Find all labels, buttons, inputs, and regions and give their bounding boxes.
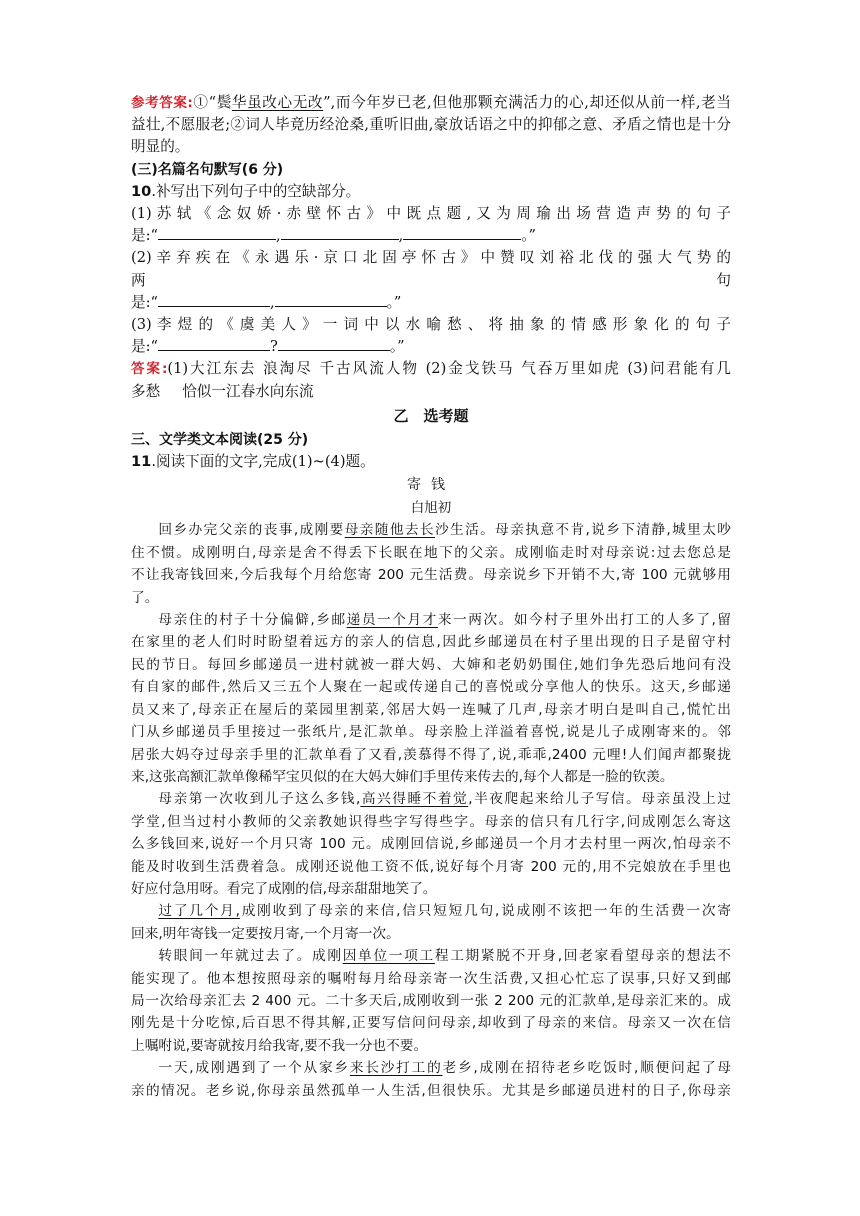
q10-item2-line2 xyxy=(131,292,731,314)
suffix: 。” xyxy=(521,227,537,245)
answer-label: 答案: xyxy=(131,361,168,378)
paragraph-line xyxy=(131,900,731,922)
q10-item1-line2 xyxy=(131,225,731,247)
answer-part: 恰似一江春水向东流 xyxy=(182,382,314,400)
part-heading: 乙 选考题 xyxy=(393,406,469,425)
text: 母亲住的村子十分偏僻,乡邮 xyxy=(158,612,347,629)
story-body xyxy=(131,519,731,1102)
q10-item3-line2 xyxy=(131,336,731,358)
paragraph-line: 能及时收到生活费着急。成刚还说他工资不低,说好每个月寄 200 元的,用不完娘放在手里也 xyxy=(131,858,731,875)
underlined-phrase: 因单位一项工 xyxy=(342,948,435,965)
text: 一天,成刚遇到了一个从家乡 xyxy=(158,1060,350,1077)
paragraph-line xyxy=(131,1057,731,1079)
text: 老乡,成刚在招待老乡吃饭时,顺便问起了母 xyxy=(442,1060,731,1077)
text: 程工期紧脱不开身,回老家看望母亲的想法不 xyxy=(434,948,731,965)
section-heading: 三、文学类文本阅读(25 分) xyxy=(131,432,309,449)
prefix: 是:“ xyxy=(131,338,158,356)
paragraph-line: 门从乡邮递员手里接过一张纸片,是汇款单。母亲脸上洋溢着喜悦,说是儿子成刚寄来的。邻 xyxy=(131,724,731,741)
fill-blank[interactable] xyxy=(158,336,270,351)
underlined-phrase: 母亲随他去长 xyxy=(344,522,435,539)
fill-blank[interactable] xyxy=(275,292,387,307)
section-heading: (三)名篇名句默写(6 分) xyxy=(131,161,284,178)
answer-part: 气吞万里如虎 xyxy=(521,360,621,378)
answer-part: 千古风流人物 xyxy=(319,360,419,378)
reference-answer-line1 xyxy=(131,92,731,114)
paragraph-line: 了。 xyxy=(131,589,159,606)
underlined-phrase: 高兴得睡不着觉 xyxy=(360,791,469,808)
answer-part: (3)问君能有几 xyxy=(627,360,732,378)
paragraph-line xyxy=(131,609,731,631)
prefix: 是:“ xyxy=(131,227,158,245)
text: 成刚收到了母亲的来信,信只短短几句,说成刚不该把一年的生活费一次寄 xyxy=(239,903,731,920)
answer-line2 xyxy=(131,381,731,403)
separator: , xyxy=(275,227,281,245)
paragraph-line: 有自家的邮件,然后又三五个人聚在一起或传递自己的喜悦或分享他人的快乐。这天,乡邮递 xyxy=(131,679,731,696)
underlined-phrase: 过了几个月, xyxy=(158,903,240,920)
answer-part: (2)金戈铁马 xyxy=(425,360,515,378)
separator: , xyxy=(398,227,404,245)
underlined-phrase: 递员一个月才 xyxy=(346,612,438,629)
prefix: 是:“ xyxy=(131,293,158,311)
q10-item1-line1: (1) 苏 轼 《 念 奴 娇 · 赤 壁 怀 古 》 中 既 点 题 , 又 为 周 瑜 出 场 营 造 声 势 的 句 子 xyxy=(131,205,731,223)
answer-line1 xyxy=(131,358,731,380)
paragraph-line xyxy=(131,788,731,810)
question-stem: .阅读下面的文字,完成(1)~(4)题。 xyxy=(151,453,375,471)
answer-text: ①“鬓 xyxy=(192,94,232,111)
suffix: 。” xyxy=(386,293,402,311)
paragraph-line: 员又来了,母亲正在屋后的菜园里割菜,邻居大妈一连喊了几声,母亲才明白是叫自己,慌忙出 xyxy=(131,701,731,718)
text: 沙生活。母亲执意不肯,说乡下清静,城里太吵 xyxy=(434,522,731,539)
text: 母亲第一次收到儿子这么多钱, xyxy=(158,791,361,808)
fill-blank[interactable] xyxy=(278,336,390,351)
answer-part: 浪淘尽 xyxy=(263,360,313,378)
question-number: 10 xyxy=(131,182,152,200)
text: 回乡办完父亲的丧事,成刚要 xyxy=(158,522,345,539)
paragraph-line: 好应付急用呀。看完了成刚的信,母亲甜甜地笑了。 xyxy=(131,880,437,897)
separator: , xyxy=(269,293,275,311)
paragraph-line: 局一次给母亲汇去 2 400 元。二十多天后,成刚收到一张 2 200 元的汇款单,是母亲汇来的。成 xyxy=(131,992,731,1009)
q10-item3-line1: (3) 李 煜 的 《 虞 美 人 》 一 词 中 以 水 喻 愁 、 将 抽 象 的 情 感 形 象 化 的 句 子 xyxy=(131,316,731,334)
paragraph-line: 来,这张高额汇款单像稀罕宝贝似的在大妈大婶们手里传来传去的,每个人都是一脸的钦羡。 xyxy=(131,768,674,785)
paragraph-line: 能实现了。他本想按照母亲的嘱咐每月给母亲寄一次生活费,又担心忙忘了误事,只好又到邮 xyxy=(131,970,731,987)
paragraph-line: 亲的情况。老乡说,你母亲虽然孤单一人生活,但很快乐。尤其是乡邮递员进村的日子,你母亲 xyxy=(131,1082,731,1099)
question-stem: .补写出下列句子中的空缺部分。 xyxy=(151,182,361,200)
story-title: 寄钱 xyxy=(407,477,455,494)
paragraph-line: 民的节日。每回乡邮递员一进村就被一群大妈、大婶和老奶奶围住,她们争先恐后地问有没 xyxy=(131,656,731,673)
paragraph-line: 学堂,但当过村小教师的父亲教她识得些字写得些字。母亲的信只有几行字,问成刚怎么寄这 xyxy=(131,813,731,830)
paragraph-line: 不让我寄钱回来,今后我每个月给您寄 200 元生活费。母亲说乡下开销不大,寄 100 元就够用 xyxy=(131,567,731,584)
answer-text: ”,而今年岁已老,但他那颗充满活力的心,却还似从前一样,老当 xyxy=(323,94,731,111)
reference-answer-line3: 明显的。 xyxy=(131,138,190,156)
fill-blank[interactable] xyxy=(158,225,276,240)
underlined-phrase: 来长沙打工的 xyxy=(349,1060,443,1077)
answer-part: 多愁 xyxy=(131,382,161,400)
reference-answer-label: 参考答案: xyxy=(131,95,193,111)
reference-answer-line2: 益壮,不愿服老;②词人毕竟历经沧桑,重听旧曲,豪放话语之中的抑郁之意、矛盾之情也是十分 xyxy=(131,116,731,134)
q10-item2-line1: (2) 辛 弃 疾 在 《 永 遇 乐 · 京 口 北 固 亭 怀 古 》 中 赞 叹 刘 裕 北 伐 的 强 大 气 势 的 两 句 xyxy=(131,249,731,289)
fill-blank[interactable] xyxy=(158,292,270,307)
separator: ? xyxy=(269,338,278,356)
paragraph-line xyxy=(131,519,731,541)
paragraph-line: 么多钱回来,说好一个月只寄 100 元。成刚回信说,乡邮递员一个月才去村里一两次,怕母亲不 xyxy=(131,836,731,853)
story-author: 白旭初 xyxy=(410,500,452,517)
answer-part: (1)大江东去 xyxy=(167,360,257,378)
paragraph-line: 住不惯。成刚明白,母亲是舍不得丢下长眠在地下的父亲。成刚临走时对母亲说:过去您总是 xyxy=(131,544,731,561)
text: ,半夜爬起来给儿子写信。母亲虽没上过 xyxy=(468,791,731,808)
paragraph-line: 刚先是十分吃惊,后百思不得其解,正要写信问问母亲,却收到了母亲的来信。母亲又一次在信 xyxy=(131,1015,731,1032)
fill-blank[interactable] xyxy=(281,225,399,240)
paragraph-line: 在家里的老人们时时盼望着远方的亲人的信息,因此乡邮递员在村子里出现的日子是留守村 xyxy=(131,634,731,651)
suffix: 。” xyxy=(389,338,405,356)
document-page xyxy=(131,92,731,1102)
fill-blank[interactable] xyxy=(403,225,521,240)
paragraph-line xyxy=(131,945,731,967)
question-11-stem xyxy=(131,451,731,473)
text: 转眼间一年就过去了。成刚 xyxy=(158,948,343,965)
paragraph-line: 回来,明年寄钱一定要按月寄,一个月寄一次。 xyxy=(131,925,400,942)
paragraph-line: 上嘱咐说,要寄就按月给我寄,要不我一分也不要。 xyxy=(131,1037,428,1054)
question-10-stem xyxy=(131,181,731,203)
question-number: 11 xyxy=(131,453,152,471)
underlined-phrase: 华虽改心无改 xyxy=(231,94,324,111)
paragraph-line: 居张大妈夺过母亲手里的汇款单看了又看,羡慕得不得了,说,乖乖,2400 元哩!人们闻声都聚拢 xyxy=(131,746,731,763)
text: 来一两次。如今村子里外出打工的人多了,留 xyxy=(437,612,731,629)
